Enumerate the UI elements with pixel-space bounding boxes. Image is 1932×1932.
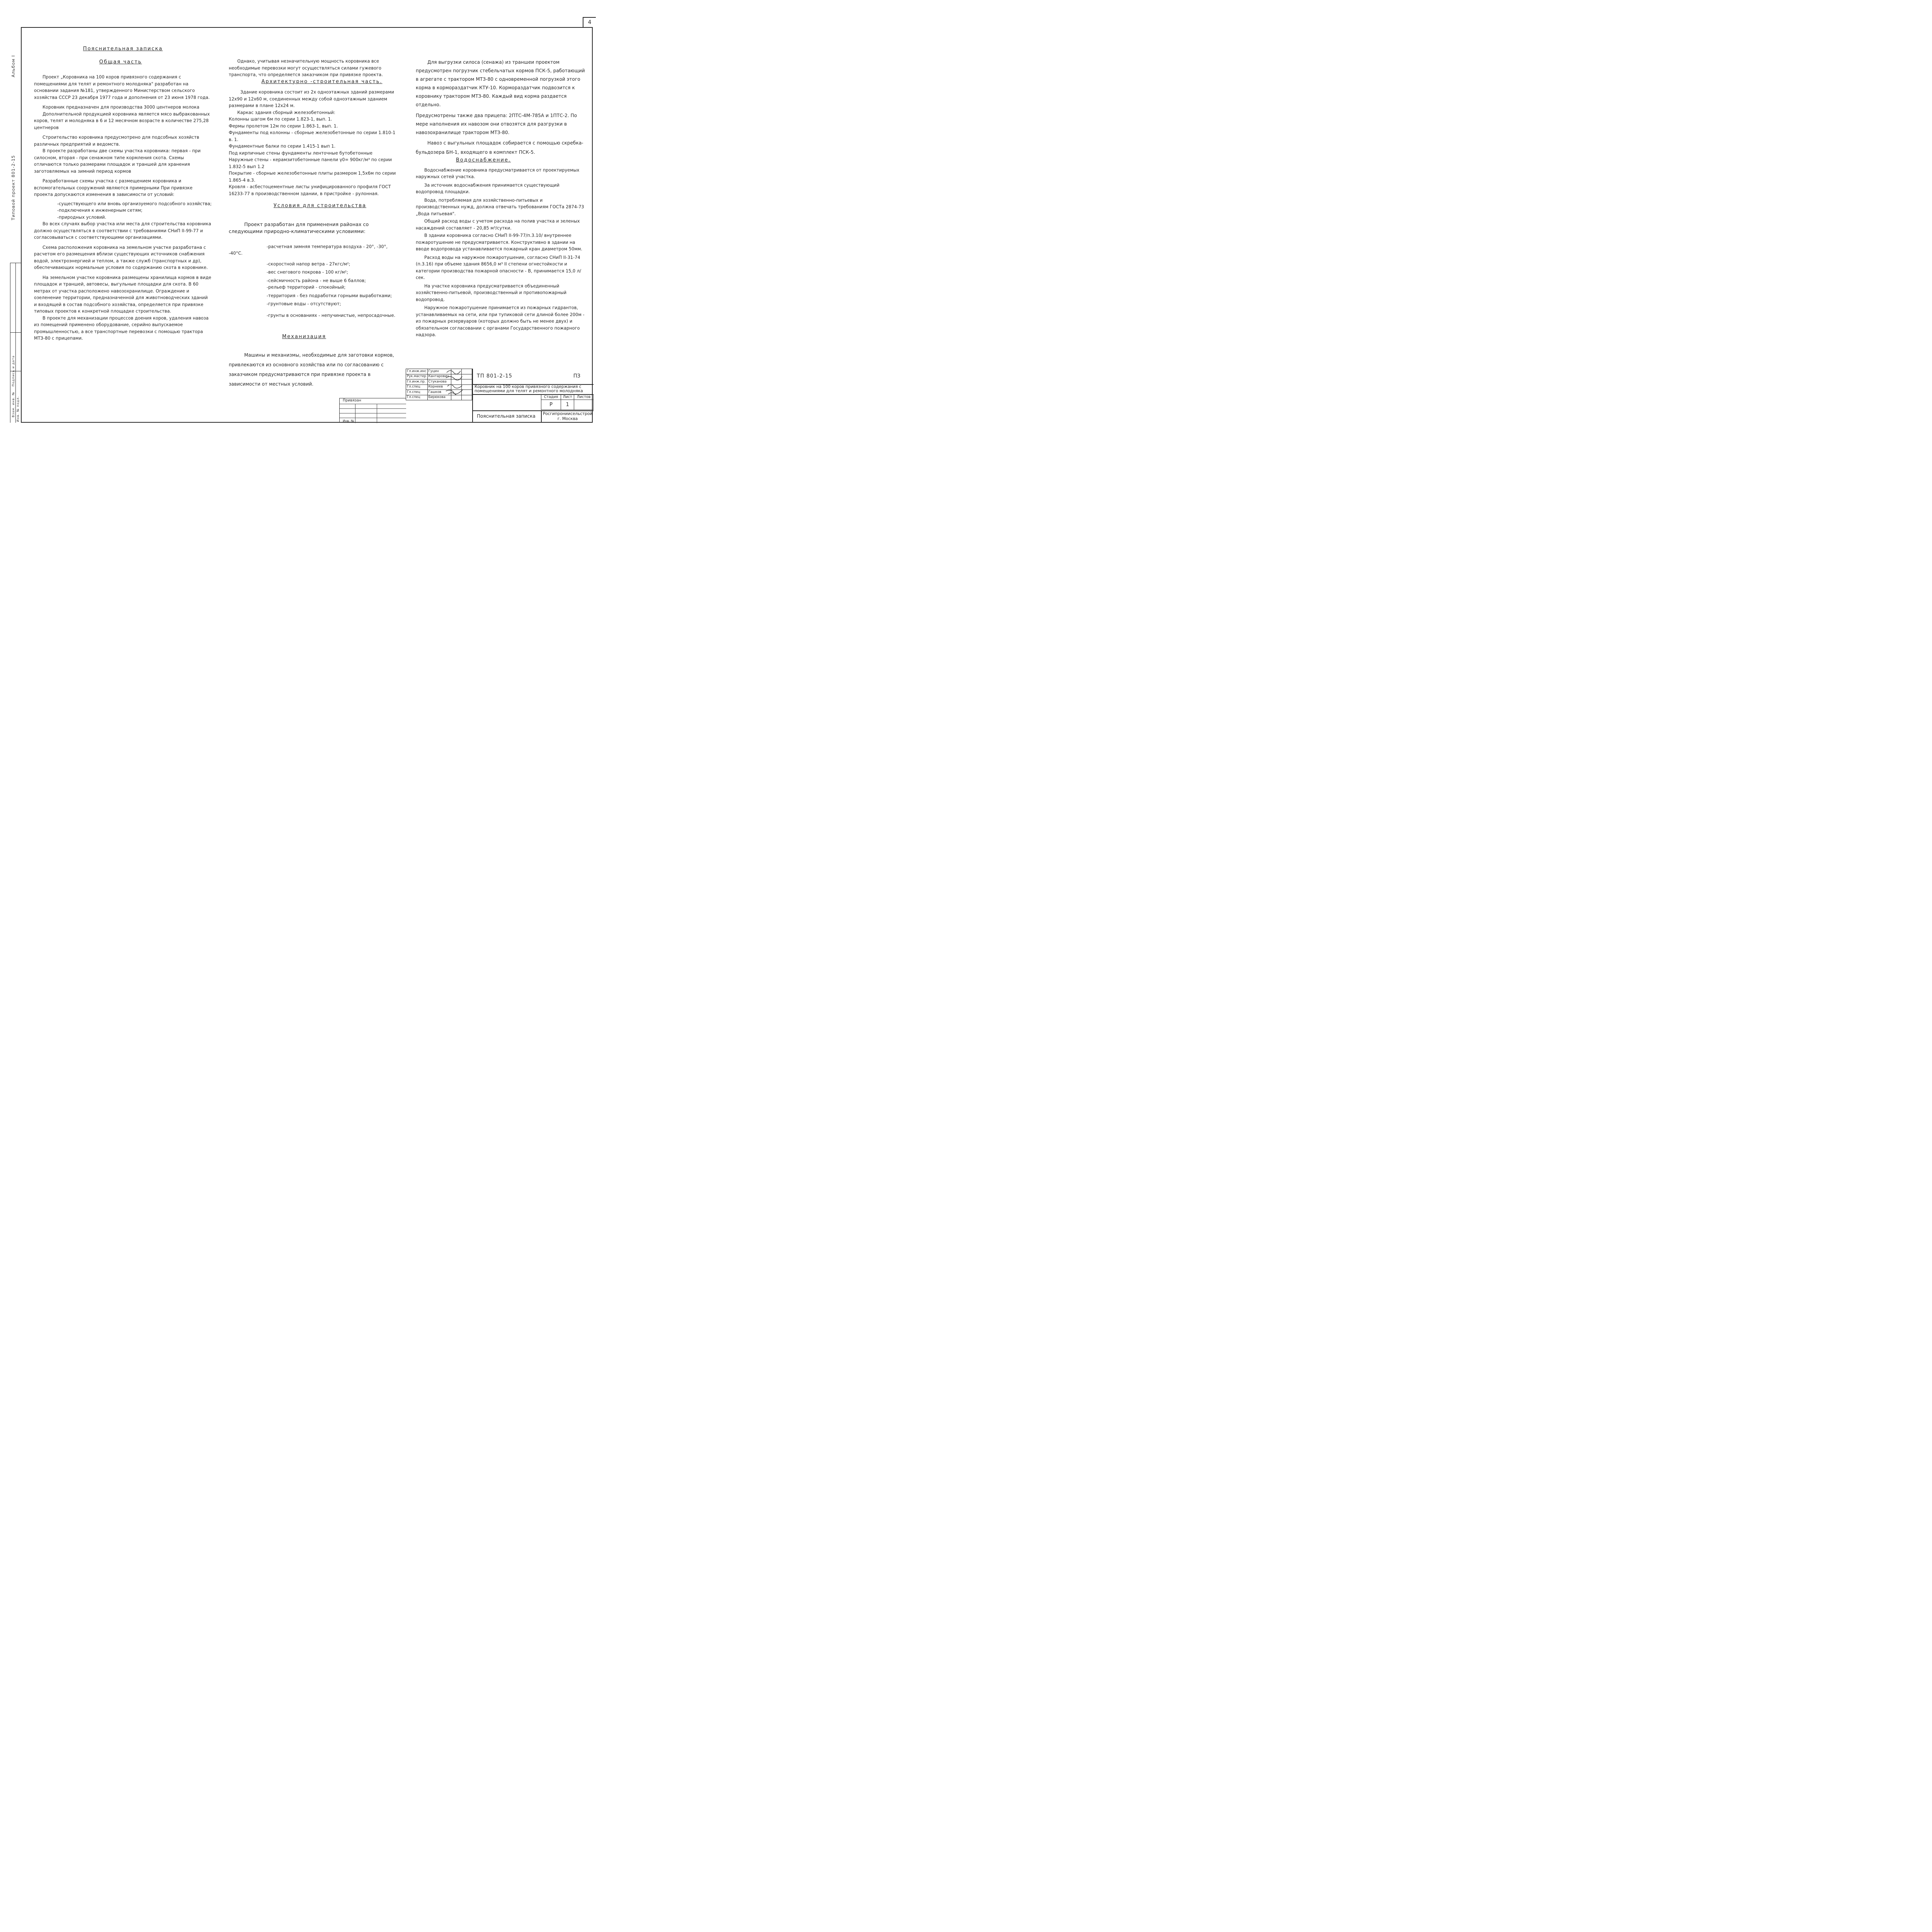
paragraph-schemes: В проекте разработаны две схемы участка коровника: первая - при силосном, вторая - при сенажном типе кормления скота. Схемы отличаются только размерами площадок и траншей для хранения заготовляемых на зимний период кормов [34,148,201,174]
stage-table [541,394,594,410]
structure-item: Кровля - асбестоцементные листы унифицированного профиля ГОСТ 16233-77 в производственном здании, в пристройке - рулонная. [229,184,391,196]
paragraph-internal-fire: В здании коровника согласно СНиП II-99-77/п.3.10/ внутреннее пожаротушение не предусматривается. Конструктивно в здании на вводе водопровода устанавливается пожарный кран диаметром 50мм. [416,233,583,252]
column-architecture [229,58,397,389]
inv-subst-label: Взам. инв. № [12,391,15,417]
heading-conditions: Условия для строительства [274,203,366,209]
paragraph-water-consumption: Общий расход воды с учетом расхода на полив участка и зеленых насаждений составляет - 20,85 м³/сутки. [416,219,580,231]
title-main [472,369,593,423]
paragraph-machines: Машины и механизмы, необходимые для заготовки кормов, привлекаются из основного хозяйства или по согласованию с заказчиком предусматриваются при привязке проекта в зависимости от местных условий. [229,352,394,387]
paragraph-purpose: Коровник предназначен для производства 3000 центнеров молока [43,105,199,110]
binding-box [339,398,406,423]
structure-item: Колонны шагом 6м по серии 1.823-1, вып. 1. [229,117,332,122]
list-item: -подключения к инженерным сетям; [57,208,143,213]
role-cell: Гл.спец [406,395,428,400]
paragraph-building: Здание коровника состоит из 2х одноэтажных зданий размерами 12х90 и 12х60 м, соединенных между собой одноэтажным зданием размерами в плане 12х24 м. [229,90,395,108]
paragraph-construction: Строительство коровника предусмотрено для подсобных хозяйств различных предприятий и ведомств. [34,135,199,147]
paragraph-hydrants: Наружное пожаротушение принимается из пожарных гидрантов, устанавливаемых на сети, или при тупиковой сети длиной более 200м - из пожарных резервуаров (которых должно быть не менее двух) и обязательном согласовании с органами Государственного пожарного надзора. [416,305,585,337]
paragraph-site-choice: Во всех случаях выбор участка или места для строительства коровника должно осуществляться в соответствии с требованиями СНиП II-99-77 и согласовываться с соответствующими организациями. [34,221,211,240]
condition-item: -сейсмичность района - не выше 6 баллов; [267,278,366,283]
object-name: Коровник на 100 коров привязного содержания с помещениями для телят и ремонтного молодняка [474,384,583,393]
structure-item: Фундаменты под колонны - сборные железобетонные по серии 1.810-1 в. 1. [229,130,396,142]
title-block [406,369,593,423]
paragraph-site-layout: Схема расположения коровника на земельном участке разработана с расчетом его размещения вблизи существующих источников снабжения водой, электроэнергией и теплом, а также служб (транспортных и др), обеспечивающих нормальные условия по содержанию скота в коровнике. [34,245,208,270]
name-cell: Корнеев [427,384,451,390]
paragraph-transport: Однако, учитывая незначительную мощность коровника все необходимые перевозки могут осуществляться силами гужевого транспорта, что определяется заказчиком при привязке проекта. [229,59,383,77]
inv-orig-label: Инв. № подл. [16,396,20,422]
role-cell: Гл.инж.пр. [406,379,428,385]
condition-item: -грунтовые воды - отсутствуют; [267,301,341,306]
name-cell: Стуканова [427,379,451,385]
paragraph-manure: Навоз с выгульных площадок собирается с помощью скребка-бульдозера БН-1, входящего в комплект ПСК-5. [416,140,583,155]
role-cell: Рук.мастер [406,374,428,379]
role-cell: Гл.спец [406,384,428,390]
name-cell: Гашков [427,390,451,395]
heading-architecture: Архитектурно -строительная часть. [261,78,383,85]
paragraph-combined-water: На участке коровника предусматривается объединенный хозяйственно-питьевой, производственный и противопожарный водопровод. [416,283,567,302]
condition-item: -рельеф территорий - спокойный; [267,285,346,290]
sheet-value: 1 [561,400,574,410]
structure-item: Каркас здания сборный железобетонный: [237,110,335,115]
structure-item: Фермы пролетом 12м по серии 1.863-1, вып. 1. [229,123,338,129]
paragraph-water-quality: Вода, потребляемая для хозяйственно-питьевых и производственных нужд, должна отвечать требованиям ГОСТа 2874-73 „Вода питьевая". [416,197,584,216]
name-cell: Кантарович [427,374,451,379]
condition-item: -территория - без подработки горными выработками; [267,293,392,298]
structure-item: Под кирпичные стены фундаменты ленточные бутобетонные [229,150,372,156]
condition-item: -грунты в основаниях - непучинистые, непросадочные. [267,313,396,318]
paragraph-conditions: Разработанные схемы участка с размещением коровника и вспомогательных сооружений являются примерными При привязке проекта допускаются изменения в зависимости от условий: [34,179,193,197]
heading-general-part: Общая часть [99,59,142,65]
heading-water-supply: Водоснабжение. [456,157,511,163]
heading-explanatory-note: Пояснительная записка [83,46,163,52]
sheet-number: 4 [583,17,596,27]
list-item: -природных условий. [57,214,107,220]
project-code: ТП 801-2-15 [477,373,512,379]
condition-item: -вес снегового покрова - 100 кг/м²; [267,270,348,275]
column-water [416,58,586,338]
name-cell: Гуцин [427,369,451,374]
paragraph-mechanization: В проекте для механизации процессов доения коров, удаления навоза из помещений применено оборудование, серийно выпускаемое промышленностью, а все транспортные перевозки с помощью трактора МТЗ-80 с прицепами. [34,315,209,341]
stage-value: Р [541,400,561,410]
paragraph-storage: На земельном участке коровника размещены хранилища кормов в виде площадок и траншей, автовесы, выгульные площадки для скота. В 60 метрах от участка расположено навозохранилище. Ограждение и озеленение территории, предназначенной для животноводческих зданий и входящей в состав подсобного хозяйства, определяется при привязке типовых проектов к конкретной площадке строительства. [34,275,211,314]
paragraph-water-source: За источник водоснабжения принимается существующий водопровод площадки. [416,182,560,194]
paragraph-climate-intro: Проект разработан для применения районах со следующими природно-климатическими условиями: [229,221,369,234]
paragraph-water-source: Водоснабжение коровника предусматривается от проектируемых наружных сетей участка. [416,167,580,179]
paragraph-products: Дополнительной продукцией коровника является мясо выбракованных коров, телят и молодняка в 6 и 12 месячном возрасте в количестве 275,28 центнеров [34,111,210,130]
column-general [34,46,212,342]
paragraph-silage: Для выгрузки силоса (сенажа) из траншеи проектом предусмотрен погрузчик стебельчатых кормов ПСК-5, работающий в агрегате с трактором МТЗ-80 с одновременной погрузкой этого корма в кормораздатчик КТУ-10. Кормораздатчик подвозится к коровнику трактором МТЗ-80. Каждый вид корма раздается отдельно. [416,60,585,107]
paragraph-trailers: Предусмотрены также два прицепа: 2ПТС-4М-785А и 1ПТС-2. По мере наполнения их навозом они отвозятся для разгрузки в навозохранилище трактором МТЗ-80. [416,113,577,135]
structure-item: Фундаментные балки по серии 1.415-1 вып 1. [229,144,336,149]
heading-mechanization: Механизация [282,334,326,340]
role-cell: Гл.спец [406,390,428,395]
role-cell: Гл.инж.инс [406,369,428,374]
condition-item: -расчетная зимняя температура воздуха - 20°, -30°, -40°С. [229,244,388,256]
structure-item: Покрытие - сборные железобетонные плиты размером 1,5х6м по серии 1.865-4 в.3. [229,171,396,183]
project-label: Типовой проект 801-2-15 [11,155,16,220]
condition-item: -скоростной напор ветра - 27кгс/м²; [267,261,350,267]
paragraph-basis: Проект „Коровника на 100 коров привязного содержания с помещениями для телят и ремонтного молодняка" разработан на основании задания №181, утвержденного Министерством сельского хозяйства СССР 23 декабря 1977 года и дополнения от 23 июня 1978 года. [34,75,210,100]
stage-header: Стадия [541,395,561,400]
sheets-value [574,400,594,410]
list-item: -существующего или вновь организуемого подсобного хозяйства; [57,201,212,206]
inv-number-label: Инв. № [343,419,354,423]
album-label: Альбом I [11,55,16,77]
name-cell: Бирюкова [427,395,451,400]
sheets-header: Листов [574,395,594,400]
sheet-type: ПЗ [573,373,580,379]
signatures-graphic [444,369,472,400]
paragraph-external-fire: Расход воды на наружное пожаротушение, согласно СНиП II-31-74 (п.3.16) при объеме здания 8656,0 м³ II степени огнестойкости и категории производства пожарной опасности - В, принимается 15,0 л/сек. [416,255,582,280]
sheet-header: Лист [561,395,574,400]
structure-item: Наружные стены - керамзитобетонные панели γ0= 900кг/м³ по серии 1.832-5 вып 1.2 [229,157,392,169]
binding-label: Привязан [343,398,361,403]
document-title: Пояснительная записка [477,413,536,419]
organization: Росгипрониисельстрой г. Москва [543,412,593,421]
